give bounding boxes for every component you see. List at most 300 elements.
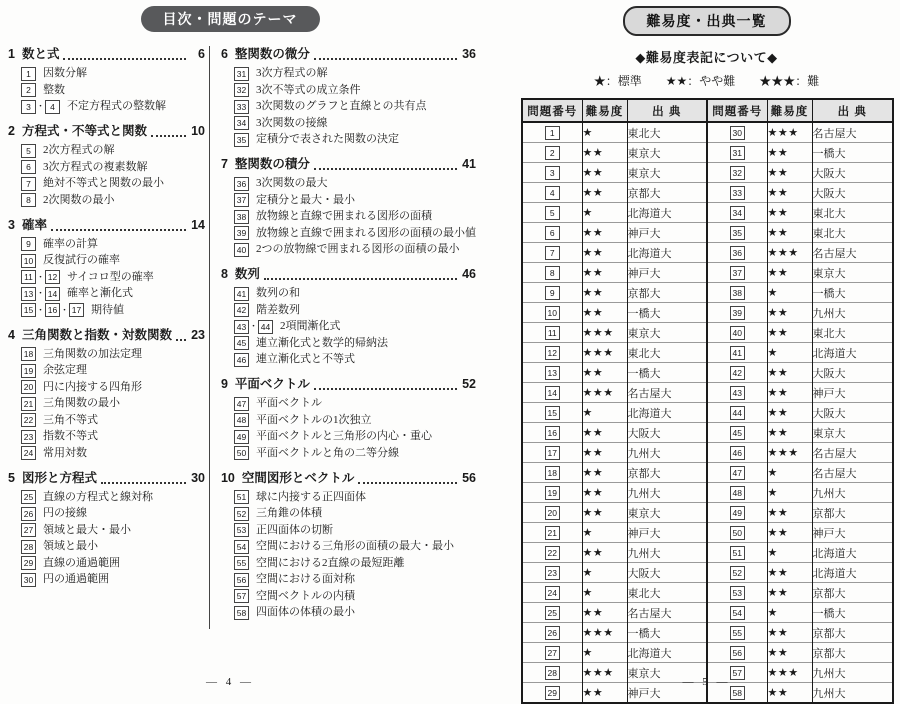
- difficulty-cell: ★★: [767, 183, 812, 203]
- toc-item-label: 因数分解: [43, 67, 87, 79]
- toc-item-label: 2項間漸化式: [279, 320, 341, 332]
- section-page-number: 30: [191, 470, 205, 485]
- item-numbers: 3 ・ 4: [21, 99, 60, 114]
- source-cell: 大阪大: [812, 183, 893, 203]
- item-number-box: 49: [234, 430, 249, 444]
- toc-item-label: 数列の和: [255, 287, 300, 299]
- item-number-box: 51: [234, 490, 249, 504]
- item-number-box: 5: [21, 144, 36, 158]
- problem-number-cell: [522, 403, 582, 423]
- item-number-box: 21: [21, 397, 36, 411]
- toc-item-label: 直線の通過範囲: [43, 556, 120, 569]
- toc-item-label: 円に内接する四角形: [43, 380, 142, 393]
- difficulty-cell: ★: [767, 543, 812, 563]
- difficulty-cell: ★★★: [767, 443, 812, 463]
- difficulty-cell: ★★: [582, 143, 627, 163]
- item-numbers: [234, 540, 249, 554]
- toc-item: [234, 429, 476, 444]
- source-cell: 北海道大: [812, 343, 893, 363]
- item-number-box: 25: [545, 606, 560, 620]
- problem-number-cell: [522, 603, 582, 623]
- problem-number-cell: [522, 122, 582, 143]
- source-cell: 九州大: [812, 683, 893, 704]
- toc-item-label: 円の通過範囲: [43, 573, 109, 585]
- toc-item-label: 3次方程式の解: [255, 67, 328, 79]
- section-page-number: 23: [191, 327, 205, 342]
- item-number-box: 6: [21, 160, 36, 174]
- toc-section-heading: [221, 46, 476, 63]
- toc-item-label: 3次方程式の複素数解: [43, 160, 148, 173]
- source-cell: 神戸大: [627, 263, 707, 283]
- difficulty-cell: ★★: [767, 683, 812, 704]
- item-numbers: [21, 540, 36, 554]
- toc-item-label: 確率の計算: [43, 237, 98, 250]
- toc-page-title: 目次・問題のテーマ: [141, 6, 320, 32]
- source-cell: 一橋大: [812, 603, 893, 623]
- item-numbers: [234, 100, 249, 114]
- problem-number-cell: [522, 523, 582, 543]
- problem-number-cell: [707, 122, 767, 143]
- item-number-box: 55: [234, 556, 249, 570]
- problem-number-cell: [707, 523, 767, 543]
- difficulty-cell: ★★: [767, 303, 812, 323]
- source-cell: 一橋大: [627, 303, 707, 323]
- problem-number-cell: [707, 263, 767, 283]
- toc-item: [21, 270, 205, 285]
- toc-item: [234, 193, 476, 208]
- table-row: [522, 243, 893, 263]
- toc-item-label: 空間における三角形の面積の最大・最小: [255, 540, 454, 552]
- toc-item: [21, 490, 205, 505]
- toc-item: [234, 556, 476, 571]
- toc-item: [21, 539, 205, 554]
- item-number-box: 52: [730, 566, 745, 580]
- item-number-box: 10: [545, 306, 560, 320]
- toc-item-label: 整数: [43, 83, 65, 96]
- source-cell: 東京大: [627, 163, 707, 183]
- toc-item: [21, 380, 205, 395]
- item-number-box: 30: [730, 126, 745, 140]
- difficulty-cell: ★★: [582, 603, 627, 623]
- difficulty-cell: ★★★: [582, 323, 627, 343]
- toc-item: [234, 99, 476, 114]
- toc-item-label: 定積分で表された関数の決定: [255, 133, 399, 145]
- difficulty-cell: ★★: [767, 643, 812, 663]
- toc-section: [221, 470, 476, 621]
- difficulty-cell: ★★: [582, 443, 627, 463]
- problem-number-cell: [707, 503, 767, 523]
- table-row: [522, 183, 893, 203]
- problem-number-cell: [522, 423, 582, 443]
- item-number-box: 29: [21, 556, 36, 570]
- toc-section: [8, 46, 205, 114]
- item-number-box: 7: [21, 177, 36, 191]
- difficulty-cell: ★: [582, 563, 627, 583]
- problem-number-cell: [522, 483, 582, 503]
- toc-item-label: 反復試行の確率: [43, 254, 120, 266]
- difficulty-cell: ★★: [767, 363, 812, 383]
- toc-section-heading: [221, 470, 476, 487]
- source-cell: 京都大: [812, 623, 893, 643]
- toc-item: [234, 605, 476, 620]
- dot-leader: [51, 229, 186, 231]
- source-cell: 東京大: [627, 323, 707, 343]
- item-numbers: [234, 413, 249, 427]
- toc-item: [234, 209, 476, 224]
- problem-number-cell: [522, 563, 582, 583]
- difficulty-cell: ★★: [767, 263, 812, 283]
- problem-number-cell: [707, 163, 767, 183]
- source-cell: 名古屋大: [627, 383, 707, 403]
- toc-item-label: 期待値: [91, 303, 125, 316]
- difficulty-source-table: [521, 98, 894, 704]
- toc-item-label: 平面ベクトルと三角形の内心・重心: [255, 430, 432, 442]
- difficulty-cell: ★★★: [582, 343, 627, 363]
- toc-item: [21, 99, 205, 114]
- toc-item: [234, 132, 476, 147]
- toc-section-heading: [8, 217, 205, 234]
- item-numbers: [21, 573, 36, 587]
- section-title: 数列: [234, 267, 260, 281]
- item-number-box: 13: [21, 287, 36, 301]
- toc-item-label: 常用対数: [43, 446, 87, 459]
- difficulty-cell: ★: [582, 523, 627, 543]
- problem-number-cell: [707, 543, 767, 563]
- toc-item-label: 3次関数のグラフと直線との共有点: [255, 100, 427, 112]
- item-numbers: [21, 397, 36, 411]
- toc-item-label: 三角不等式: [43, 413, 98, 426]
- item-number-box: 2: [21, 83, 36, 97]
- toc-item-label: 放物線と直線で囲まれる図形の面積: [255, 210, 432, 222]
- item-number-box: 4: [545, 186, 560, 200]
- section-title: 三角関数と指数・対数関数: [21, 327, 172, 342]
- item-numbers: [21, 430, 36, 444]
- problem-number-cell: [522, 503, 582, 523]
- section-number: 7: [220, 157, 228, 171]
- item-number-box: 12: [45, 270, 60, 284]
- item-number-box: 47: [730, 466, 745, 480]
- problem-number-cell: [522, 443, 582, 463]
- toc: [8, 46, 476, 629]
- item-number-box: 39: [234, 226, 249, 240]
- item-numbers: [234, 556, 249, 570]
- toc-item-label: 四面体の体積の最小: [255, 606, 355, 618]
- section-page-number: 6: [198, 47, 205, 61]
- toc-item-label: 指数不等式: [43, 430, 98, 442]
- source-cell: 大阪大: [627, 563, 707, 583]
- source-cell: 名古屋大: [812, 122, 893, 143]
- section-page-number: 46: [462, 267, 476, 281]
- item-number-box: 8: [545, 266, 560, 280]
- toc-item: [21, 286, 205, 301]
- source-cell: 東京大: [812, 423, 893, 443]
- dot-leader: [314, 58, 457, 60]
- problem-number-cell: [522, 283, 582, 303]
- toc-item: [21, 429, 205, 444]
- difficulty-cell: ★: [767, 463, 812, 483]
- source-cell: 大阪大: [627, 423, 707, 443]
- difficulty-cell: ★★: [582, 303, 627, 323]
- item-number-box: 24: [545, 586, 560, 600]
- item-number-box: 28: [21, 540, 36, 554]
- item-number-box: 46: [234, 353, 249, 367]
- problem-number-cell: [522, 463, 582, 483]
- item-number-box: 20: [545, 506, 560, 520]
- toc-item: [234, 413, 476, 428]
- item-numbers: [21, 523, 36, 537]
- item-numbers: [234, 177, 249, 191]
- problem-number-cell: [522, 263, 582, 283]
- item-numbers: [234, 83, 249, 97]
- toc-item: [21, 83, 205, 98]
- difficulty-cell: ★: [767, 283, 812, 303]
- problem-number-cell: [707, 643, 767, 663]
- item-number-box: 39: [730, 306, 745, 320]
- item-number-box: 14: [45, 287, 60, 301]
- toc-item-label: 不定方程式の整数解: [67, 100, 167, 112]
- item-numbers: [234, 397, 249, 411]
- toc-item: [234, 83, 476, 98]
- source-cell: 京都大: [812, 583, 893, 603]
- item-numbers: [234, 193, 249, 207]
- table-header-cell: 難易度: [582, 99, 627, 122]
- difficulty-cell: ★: [767, 343, 812, 363]
- item-numbers: [234, 336, 249, 350]
- problem-number-cell: [522, 343, 582, 363]
- problem-number-cell: [522, 163, 582, 183]
- item-number-box: 18: [21, 347, 36, 361]
- item-number-box: 29: [545, 686, 560, 700]
- item-number-box: 19: [545, 486, 560, 500]
- item-number-box: 7: [545, 246, 560, 260]
- section-number: 8: [220, 267, 228, 281]
- item-number-box: 32: [234, 83, 249, 97]
- difficulty-cell: ★★: [582, 183, 627, 203]
- item-number-box: 43: [730, 386, 745, 400]
- item-numbers: [21, 490, 36, 504]
- table-row: [522, 423, 893, 443]
- toc-item-label: 連立漸化式と数学的帰納法: [255, 336, 388, 349]
- item-number-box: 38: [730, 286, 745, 300]
- source-cell: 大阪大: [812, 363, 893, 383]
- item-number-box: 49: [730, 506, 745, 520]
- section-page-number: 36: [462, 47, 476, 61]
- problem-number-cell: [522, 583, 582, 603]
- item-numbers: [21, 556, 36, 570]
- source-cell: 神戸大: [627, 683, 707, 704]
- section-title: 整関数の積分: [234, 157, 310, 171]
- toc-item: [21, 176, 205, 191]
- item-numbers: 43 ・ 44: [234, 319, 273, 334]
- table-header-cell: 問題番号: [707, 99, 767, 122]
- section-number: 1: [8, 47, 15, 61]
- difficulty-page-title: 難易度・出典一覧: [623, 6, 791, 36]
- source-cell: 東京大: [627, 143, 707, 163]
- toc-item: [234, 242, 476, 257]
- item-number-box: 24: [21, 446, 36, 460]
- item-number-box: 45: [234, 336, 249, 350]
- problem-number-cell: [522, 383, 582, 403]
- item-number-box: 37: [730, 266, 745, 280]
- table-row: [522, 122, 893, 143]
- problem-number-cell: [707, 603, 767, 623]
- table-row: [522, 203, 893, 223]
- difficulty-legend: [521, 72, 892, 89]
- source-cell: 大阪大: [812, 163, 893, 183]
- item-numbers: [21, 83, 36, 97]
- section-title: 図形と方程式: [21, 470, 97, 485]
- source-cell: 名古屋大: [812, 463, 893, 483]
- toc-item: [234, 523, 476, 538]
- difficulty-cell: ★: [582, 203, 627, 223]
- toc-item: [21, 66, 205, 81]
- table-header-cell: 問題番号: [522, 99, 582, 122]
- table-row: [522, 363, 893, 383]
- toc-item: [21, 413, 205, 428]
- problem-number-cell: [707, 283, 767, 303]
- toc-item-label: サイコロ型の確率: [67, 270, 154, 283]
- dot-leader: [101, 482, 186, 484]
- toc-item-label: 平面ベクトルと角の二等分線: [255, 446, 399, 459]
- section-number: 9: [220, 377, 228, 391]
- problem-number-cell: [707, 363, 767, 383]
- item-number-box: 26: [21, 507, 36, 521]
- item-number-box: 23: [545, 566, 560, 580]
- section-number: 10: [220, 470, 235, 485]
- difficulty-cell: ★★: [582, 223, 627, 243]
- difficulty-cell: ★★: [582, 423, 627, 443]
- table-row: [522, 303, 893, 323]
- difficulty-cell: ★: [582, 643, 627, 663]
- item-number-box: 21: [545, 526, 560, 540]
- source-cell: 九州大: [812, 303, 893, 323]
- item-numbers: [234, 573, 249, 587]
- toc-section-heading: [221, 376, 476, 393]
- toc-section: [221, 266, 476, 367]
- toc-section-heading: [8, 123, 205, 140]
- toc-item: [234, 336, 476, 351]
- item-number-box: 40: [234, 243, 249, 257]
- item-number-box: 13: [545, 366, 560, 380]
- problem-number-cell: [522, 543, 582, 563]
- toc-item: [21, 303, 205, 318]
- difficulty-cell: ★: [582, 122, 627, 143]
- difficulty-cell: ★★: [767, 223, 812, 243]
- toc-item-label: 確率と漸化式: [67, 287, 134, 299]
- section-page-number: 52: [462, 377, 476, 391]
- item-number-box: 33: [234, 100, 249, 114]
- section-title: 整関数の微分: [234, 47, 310, 61]
- table-row: [522, 563, 893, 583]
- difficulty-note-title: ◆難易度表記について◆: [635, 50, 778, 65]
- toc-item: [234, 176, 476, 191]
- toc-item: [234, 589, 476, 604]
- item-number-box: 37: [234, 193, 249, 207]
- item-number-box: 44: [258, 320, 273, 334]
- item-numbers: 11 ・ 12: [21, 270, 60, 285]
- difficulty-cell: ★★★: [582, 383, 627, 403]
- toc-section: [221, 46, 476, 147]
- source-cell: 北海道大: [627, 203, 707, 223]
- problem-number-cell: [707, 303, 767, 323]
- toc-item-label: 円の接線: [43, 507, 87, 519]
- toc-item-label: 余弦定理: [43, 364, 87, 376]
- table-row: [522, 403, 893, 423]
- toc-item: [21, 237, 205, 252]
- problem-number-cell: [522, 623, 582, 643]
- difficulty-cell: ★★★: [767, 122, 812, 143]
- source-cell: 京都大: [812, 503, 893, 523]
- item-numbers: [21, 446, 36, 460]
- item-number-box: 14: [545, 386, 560, 400]
- problem-number-cell: [707, 463, 767, 483]
- difficulty-cell: ★★: [767, 583, 812, 603]
- item-number-box: 47: [234, 397, 249, 411]
- toc-item: [234, 352, 476, 367]
- toc-section: [8, 217, 205, 318]
- difficulty-cell: ★★: [767, 383, 812, 403]
- source-cell: 東北大: [812, 203, 893, 223]
- toc-item: [234, 539, 476, 554]
- toc-item: [21, 396, 205, 411]
- item-number-box: 18: [545, 466, 560, 480]
- item-numbers: [21, 254, 36, 268]
- difficulty-cell: ★: [767, 603, 812, 623]
- problem-number-cell: [707, 623, 767, 643]
- item-number-box: 33: [730, 186, 745, 200]
- item-number-box: 9: [21, 237, 36, 251]
- item-number-box: 17: [69, 303, 84, 317]
- table-row: [522, 463, 893, 483]
- legend-entry: ★：標準: [593, 74, 642, 88]
- difficulty-cell: ★★: [767, 203, 812, 223]
- item-number-box: 15: [21, 303, 36, 317]
- toc-section: [221, 156, 476, 257]
- item-number-box: 6: [545, 226, 560, 240]
- source-cell: 九州大: [812, 483, 893, 503]
- item-number-box: 8: [21, 193, 36, 207]
- item-numbers: [21, 347, 36, 361]
- item-number-box: 9: [545, 286, 560, 300]
- item-number-box: 36: [730, 246, 745, 260]
- difficulty-cell: ★★: [582, 483, 627, 503]
- section-title: 空間図形とベクトル: [241, 470, 355, 485]
- item-numbers: [234, 133, 249, 147]
- table-row: [522, 343, 893, 363]
- item-number-box: 30: [21, 573, 36, 587]
- item-numbers: [21, 364, 36, 378]
- source-cell: 大阪大: [812, 403, 893, 423]
- item-number-box: 22: [545, 546, 560, 560]
- source-cell: 名古屋大: [812, 443, 893, 463]
- toc-section: [221, 376, 476, 461]
- toc-item-label: 連立漸化式と不等式: [255, 353, 355, 365]
- item-numbers: [21, 160, 36, 174]
- source-cell: 神戸大: [812, 383, 893, 403]
- difficulty-cell: ★★★: [767, 243, 812, 263]
- item-numbers: [234, 210, 249, 224]
- item-numbers: [234, 523, 249, 537]
- source-cell: 北海道大: [627, 643, 707, 663]
- toc-item: [234, 490, 476, 505]
- toc-item: [21, 160, 205, 175]
- difficulty-cell: ★★: [767, 423, 812, 443]
- toc-section: [8, 123, 205, 208]
- item-number-box: 43: [234, 320, 249, 334]
- source-cell: 京都大: [627, 283, 707, 303]
- table-row: [522, 623, 893, 643]
- toc-item-label: 定積分と最大・最小: [255, 193, 355, 206]
